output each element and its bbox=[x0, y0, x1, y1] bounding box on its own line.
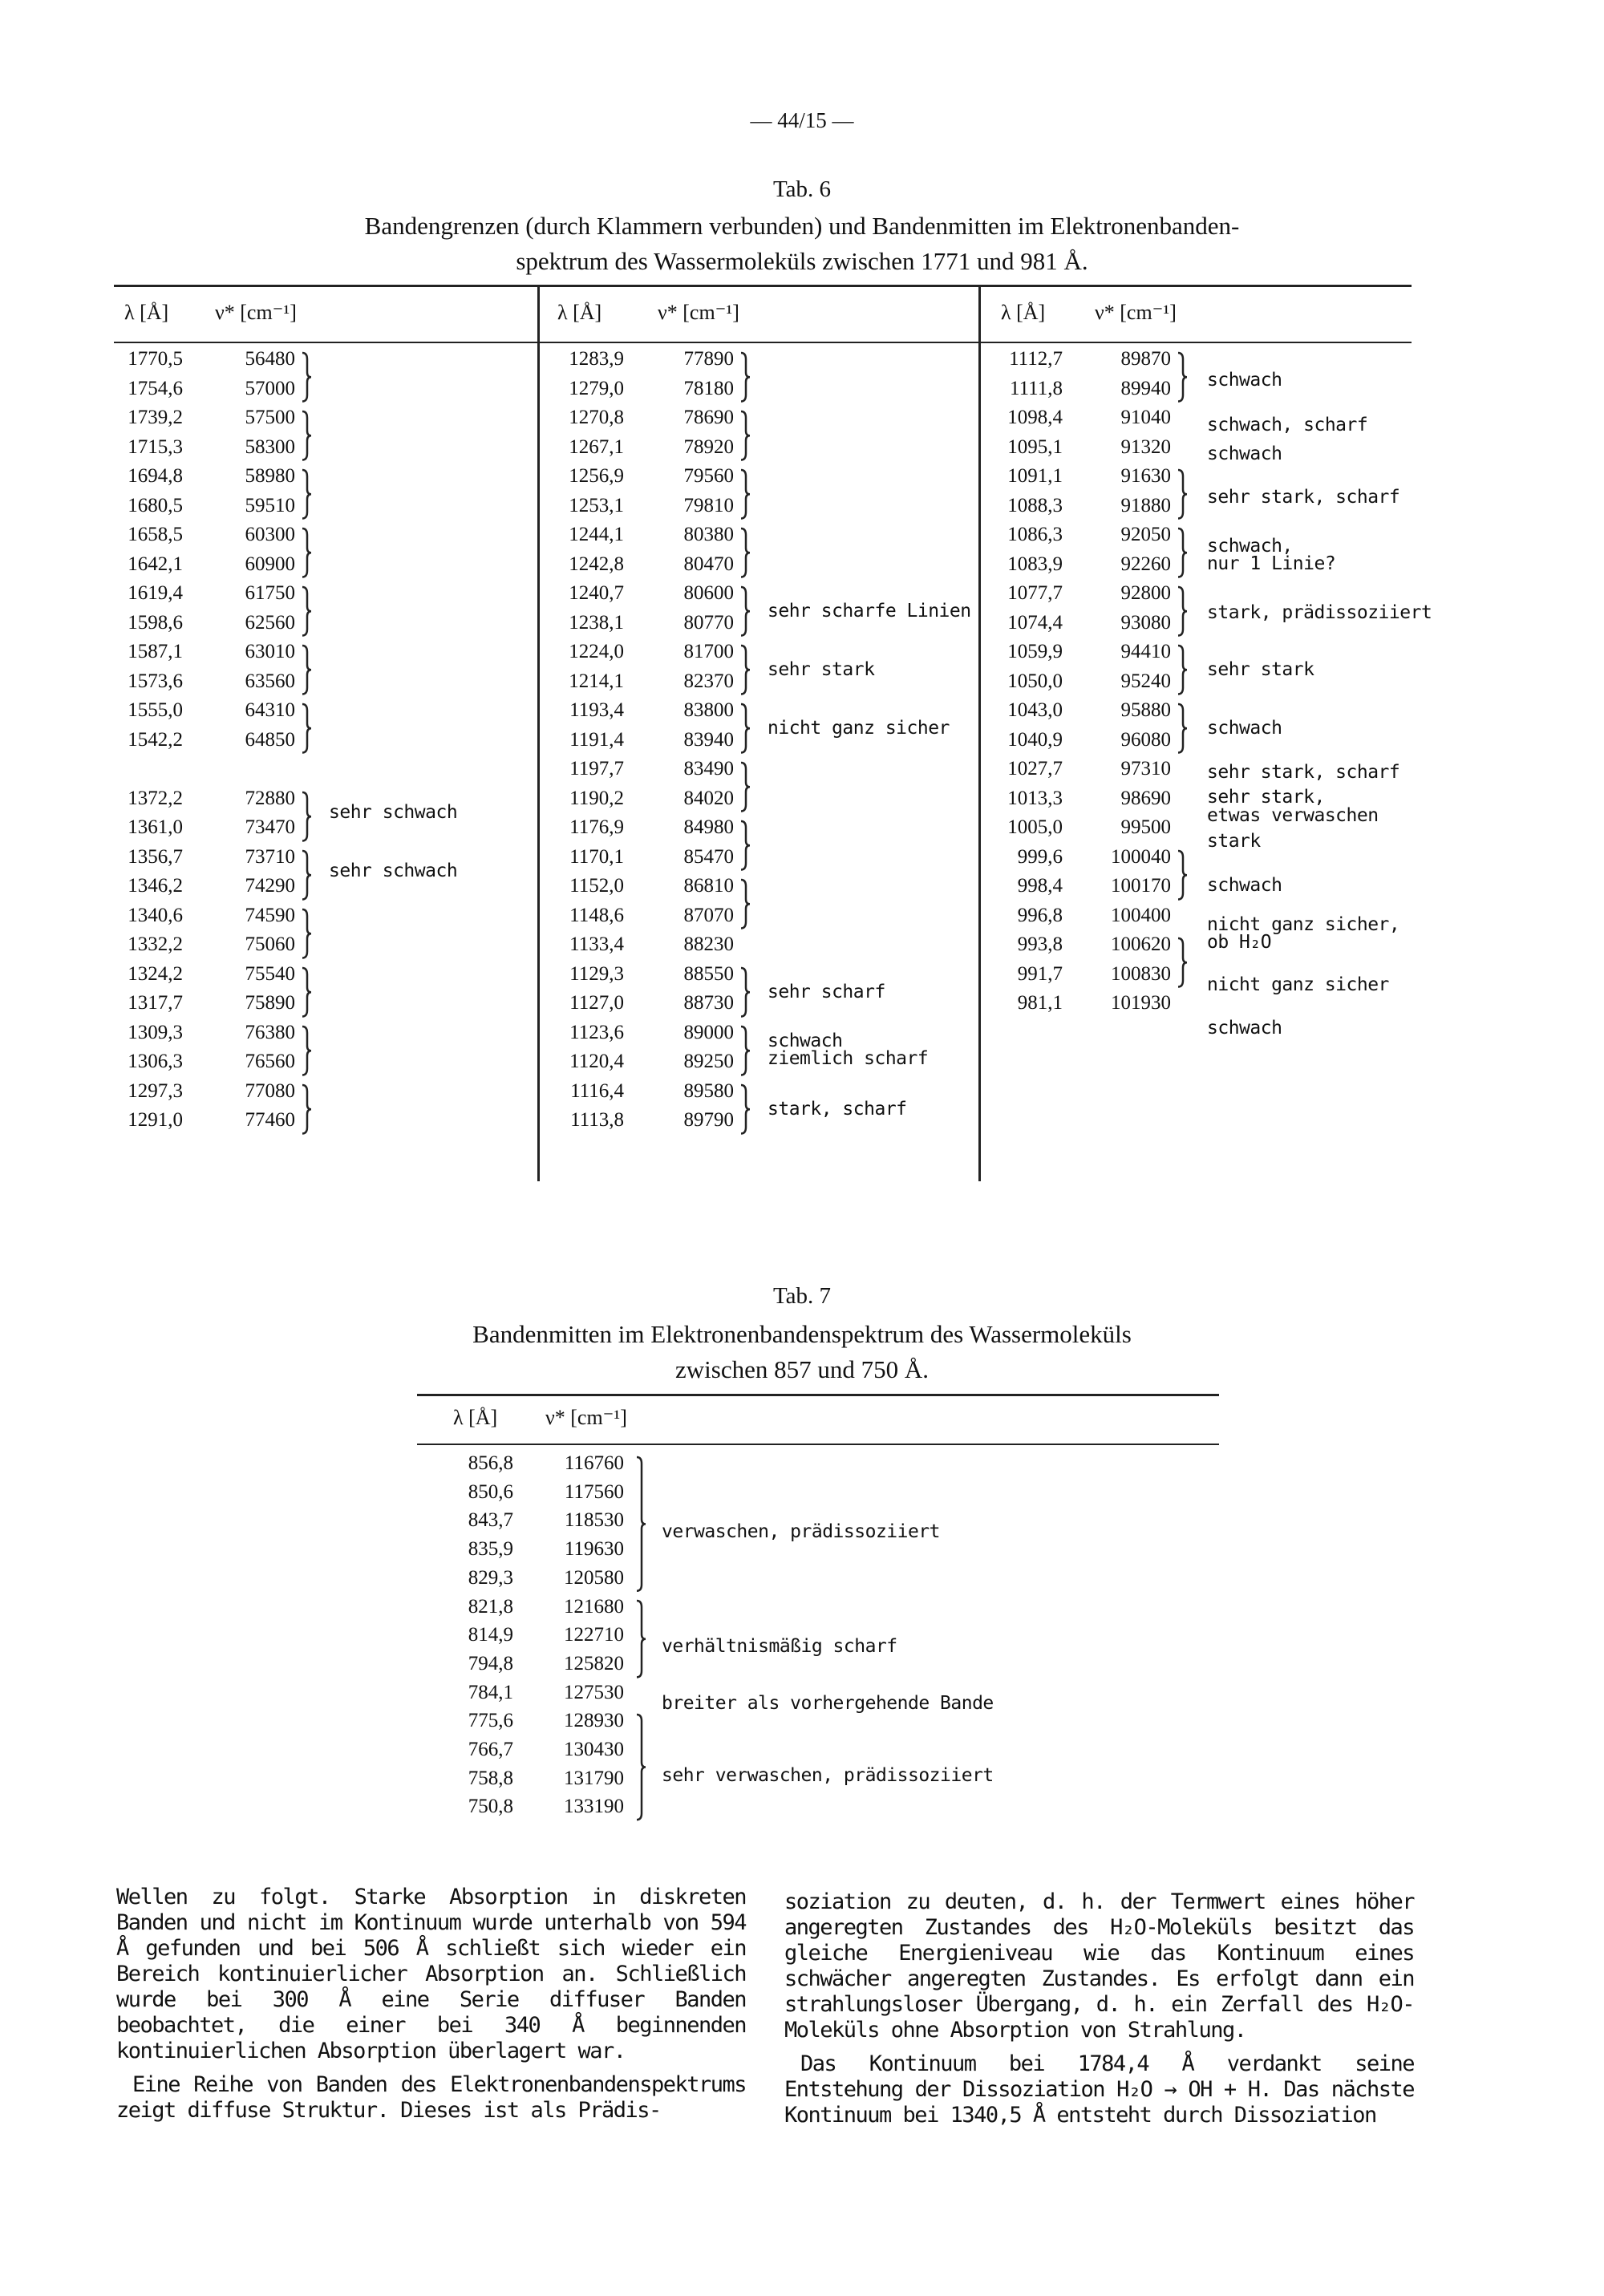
lambda-cell: 1059,9 bbox=[1007, 641, 1063, 662]
wavenumber-cell: 78690 bbox=[683, 407, 734, 428]
lambda-cell: 1050,0 bbox=[1007, 670, 1063, 692]
tab6-col3-lambda-header: λ [Å] bbox=[1001, 301, 1046, 324]
tab7-top-rule bbox=[417, 1394, 1219, 1396]
wavenumber-cell: 58300 bbox=[245, 435, 295, 458]
lambda-cell: 1129,3 bbox=[569, 962, 624, 985]
lambda-cell: 1127,0 bbox=[569, 992, 624, 1014]
bracket-icon bbox=[301, 468, 314, 520]
wavenumber-cell: 91630 bbox=[1120, 465, 1171, 487]
tab6-remark: schwach bbox=[1207, 443, 1282, 464]
lambda-cell: 1739,2 bbox=[128, 407, 183, 428]
lambda-cell: 843,7 bbox=[468, 1509, 513, 1532]
lambda-cell: 1715,3 bbox=[128, 435, 183, 458]
bracket-icon bbox=[1177, 937, 1189, 989]
lambda-cell: 1256,9 bbox=[569, 465, 624, 487]
wavenumber-cell: 89870 bbox=[1120, 348, 1171, 370]
tab6-remark: sehr scharfe Linien bbox=[768, 601, 971, 622]
lambda-cell: 1340,6 bbox=[128, 904, 183, 926]
tab7-header-rule bbox=[417, 1444, 1219, 1445]
wavenumber-cell: 93080 bbox=[1120, 611, 1171, 634]
wavenumber-cell: 76380 bbox=[245, 1021, 295, 1043]
lambda-cell: 1091,1 bbox=[1007, 465, 1063, 487]
wavenumber-cell: 77460 bbox=[245, 1109, 295, 1131]
wavenumber-cell: 64850 bbox=[245, 728, 295, 751]
tab6-remark: schwach bbox=[1207, 1018, 1282, 1039]
wavenumber-cell: 74590 bbox=[245, 904, 295, 926]
bracket-icon bbox=[1177, 527, 1189, 579]
wavenumber-cell: 79810 bbox=[683, 494, 734, 516]
tab6-remark: stark bbox=[1207, 831, 1261, 852]
tab6-remark: schwach, scharf bbox=[1207, 415, 1368, 435]
bracket-icon bbox=[635, 1456, 648, 1593]
wavenumber-cell: 95240 bbox=[1120, 670, 1171, 692]
lambda-cell: 758,8 bbox=[468, 1767, 513, 1789]
bracket-icon bbox=[301, 966, 314, 1018]
wavenumber-cell: 100830 bbox=[1111, 962, 1171, 985]
lambda-cell: 998,4 bbox=[1017, 875, 1063, 897]
lambda-cell: 1148,6 bbox=[569, 904, 624, 926]
wavenumber-cell: 84980 bbox=[683, 816, 734, 838]
wavenumber-cell: 61750 bbox=[245, 582, 295, 604]
wavenumber-cell: 73470 bbox=[245, 816, 295, 838]
bracket-icon bbox=[301, 527, 314, 579]
wavenumber-cell: 56480 bbox=[245, 348, 295, 370]
wavenumber-cell: 80770 bbox=[683, 611, 734, 634]
tab6-remark: nur 1 Linie? bbox=[1207, 553, 1336, 574]
bracket-icon bbox=[739, 1083, 752, 1136]
lambda-cell: 1086,3 bbox=[1007, 524, 1063, 545]
wavenumber-cell: 80600 bbox=[683, 582, 734, 604]
lambda-cell: 750,8 bbox=[468, 1796, 513, 1818]
wavenumber-cell: 77080 bbox=[245, 1079, 295, 1102]
wavenumber-cell: 121680 bbox=[564, 1595, 624, 1618]
wavenumber-cell: 78180 bbox=[683, 377, 734, 399]
wavenumber-cell: 127530 bbox=[564, 1681, 624, 1703]
bracket-icon bbox=[301, 644, 314, 696]
tab6-remark: sehr stark, scharf bbox=[1207, 487, 1400, 508]
bracket-icon bbox=[739, 703, 752, 755]
lambda-cell: 1346,2 bbox=[128, 875, 183, 897]
wavenumber-cell: 88730 bbox=[683, 992, 734, 1014]
wavenumber-cell: 80380 bbox=[683, 524, 734, 545]
lambda-cell: 1642,1 bbox=[128, 553, 183, 575]
lambda-cell: 1027,7 bbox=[1007, 758, 1063, 780]
lambda-cell: 856,8 bbox=[468, 1452, 513, 1474]
lambda-cell: 1098,4 bbox=[1007, 407, 1063, 428]
wavenumber-cell: 75060 bbox=[245, 933, 295, 955]
tab6-remark: ziemlich scharf bbox=[768, 1048, 929, 1069]
wavenumber-cell: 80470 bbox=[683, 553, 734, 575]
bracket-icon bbox=[301, 791, 314, 843]
lambda-cell: 1598,6 bbox=[128, 611, 183, 634]
wavenumber-cell: 85470 bbox=[683, 845, 734, 868]
lambda-cell: 991,7 bbox=[1017, 962, 1063, 985]
tab6-remark: sehr schwach bbox=[329, 860, 458, 881]
wavenumber-cell: 83800 bbox=[683, 699, 734, 721]
bracket-icon bbox=[739, 527, 752, 579]
page-number: — 44/15 — bbox=[750, 108, 854, 132]
lambda-cell: 1116,4 bbox=[570, 1079, 624, 1102]
lambda-cell: 1680,5 bbox=[128, 494, 183, 516]
wavenumber-cell: 92260 bbox=[1120, 553, 1171, 575]
lambda-cell: 1619,4 bbox=[128, 582, 183, 604]
wavenumber-cell: 89000 bbox=[683, 1021, 734, 1043]
wavenumber-cell: 89940 bbox=[1120, 377, 1171, 399]
tab6-remark: nicht ganz sicher bbox=[1207, 974, 1389, 995]
wavenumber-cell: 88230 bbox=[683, 933, 734, 955]
wavenumber-cell: 73710 bbox=[245, 845, 295, 868]
wavenumber-cell: 86810 bbox=[683, 875, 734, 897]
tab6-divider-1 bbox=[537, 285, 540, 1181]
wavenumber-cell: 128930 bbox=[564, 1710, 624, 1732]
tab6-caption-line1: Bandengrenzen (durch Klammern verbunden) und Bandenmitten im Elektronenbanden- bbox=[364, 212, 1240, 240]
wavenumber-cell: 92800 bbox=[1120, 582, 1171, 604]
wavenumber-cell: 76560 bbox=[245, 1051, 295, 1072]
bracket-icon bbox=[301, 849, 314, 901]
wavenumber-cell: 72880 bbox=[245, 787, 295, 809]
wavenumber-cell: 130430 bbox=[564, 1739, 624, 1760]
wavenumber-cell: 74290 bbox=[245, 875, 295, 897]
wavenumber-cell: 77890 bbox=[683, 348, 734, 370]
bracket-icon bbox=[1177, 644, 1189, 696]
wavenumber-cell: 82370 bbox=[683, 670, 734, 692]
bracket-icon bbox=[1177, 849, 1189, 901]
tab6-caption-line2: spektrum des Wassermoleküls zwischen 1771 und 981 Å. bbox=[516, 247, 1088, 275]
lambda-cell: 1112,7 bbox=[1009, 348, 1063, 370]
tab6-remark: sehr stark bbox=[1207, 659, 1314, 680]
wavenumber-cell: 99500 bbox=[1120, 816, 1171, 838]
tab6-remark: schwach, bbox=[1207, 536, 1293, 557]
lambda-cell: 784,1 bbox=[468, 1681, 513, 1703]
tab7-lambda-header: λ [Å] bbox=[453, 1406, 498, 1429]
wavenumber-cell: 100040 bbox=[1111, 845, 1171, 868]
lambda-cell: 829,3 bbox=[468, 1566, 513, 1589]
lambda-cell: 1306,3 bbox=[128, 1051, 183, 1072]
wavenumber-cell: 94410 bbox=[1120, 641, 1171, 662]
bracket-icon bbox=[739, 966, 752, 1018]
lambda-cell: 1555,0 bbox=[128, 699, 183, 721]
lambda-cell: 821,8 bbox=[468, 1595, 513, 1618]
lambda-cell: 1356,7 bbox=[128, 845, 183, 868]
lambda-cell: 835,9 bbox=[468, 1538, 513, 1561]
right-paragraph-2: Das Kontinuum bei 1784,4 Å verdankt seine Entstehung der Dissoziation H₂O → OH + H. Das nächste Kontinuum bei 1340,5 Å entsteht durch Dissoziation bbox=[784, 2051, 1414, 2128]
wavenumber-cell: 59510 bbox=[245, 494, 295, 516]
bracket-icon bbox=[1177, 468, 1189, 520]
wavenumber-cell: 122710 bbox=[564, 1624, 624, 1646]
bracket-icon bbox=[739, 410, 752, 462]
wavenumber-cell: 120580 bbox=[564, 1566, 624, 1589]
bracket-icon bbox=[739, 761, 752, 813]
lambda-cell: 1372,2 bbox=[128, 787, 183, 809]
wavenumber-cell: 89790 bbox=[683, 1109, 734, 1131]
tab7-nu-header: ν* [cm⁻¹] bbox=[545, 1406, 627, 1429]
lambda-cell: 1317,7 bbox=[128, 992, 183, 1014]
bracket-icon bbox=[739, 1025, 752, 1077]
wavenumber-cell: 91880 bbox=[1120, 494, 1171, 516]
lambda-cell: 1361,0 bbox=[128, 816, 183, 838]
lambda-cell: 766,7 bbox=[468, 1739, 513, 1760]
wavenumber-cell: 119630 bbox=[564, 1538, 624, 1561]
tab7-remark: verwaschen, prädissoziiert bbox=[662, 1521, 941, 1542]
tab7-label: Tab. 7 bbox=[772, 1283, 832, 1309]
lambda-cell: 1197,7 bbox=[569, 758, 624, 780]
wavenumber-cell: 91320 bbox=[1120, 435, 1171, 458]
lambda-cell: 850,6 bbox=[468, 1480, 513, 1503]
lambda-cell: 1267,1 bbox=[569, 435, 624, 458]
bracket-icon bbox=[301, 351, 314, 403]
lambda-cell: 1770,5 bbox=[128, 348, 183, 370]
wavenumber-cell: 84020 bbox=[683, 787, 734, 809]
wavenumber-cell: 88550 bbox=[683, 962, 734, 985]
wavenumber-cell: 92050 bbox=[1120, 524, 1171, 545]
lambda-cell: 1238,1 bbox=[569, 611, 624, 634]
bracket-icon bbox=[739, 468, 752, 520]
lambda-cell: 1005,0 bbox=[1007, 816, 1063, 838]
bracket-icon bbox=[301, 1025, 314, 1077]
lambda-cell: 1083,9 bbox=[1007, 553, 1063, 575]
tab7-remark: verhältnismäßig scharf bbox=[662, 1636, 897, 1657]
wavenumber-cell: 98690 bbox=[1120, 787, 1171, 809]
tab7-caption-line2: zwischen 857 und 750 Å. bbox=[675, 1355, 929, 1383]
tab6-remark: sehr schwach bbox=[329, 802, 458, 823]
lambda-cell: 1176,9 bbox=[569, 816, 624, 838]
bracket-icon bbox=[1177, 703, 1189, 755]
lambda-cell: 794,8 bbox=[468, 1652, 513, 1674]
tab6-col2-lambda-header: λ [Å] bbox=[557, 301, 602, 324]
tab6-header-rule bbox=[114, 342, 1412, 343]
tab6-col1-lambda-header: λ [Å] bbox=[124, 301, 169, 324]
lambda-cell: 1043,0 bbox=[1007, 699, 1063, 721]
lambda-cell: 1040,9 bbox=[1007, 728, 1063, 751]
wavenumber-cell: 133190 bbox=[564, 1796, 624, 1818]
lambda-cell: 814,9 bbox=[468, 1624, 513, 1646]
tab6-remark: stark, prädissoziiert bbox=[1207, 602, 1432, 623]
lambda-cell: 1170,1 bbox=[569, 845, 624, 868]
wavenumber-cell: 75540 bbox=[245, 962, 295, 985]
lambda-cell: 1270,8 bbox=[569, 407, 624, 428]
lambda-cell: 1113,8 bbox=[570, 1109, 624, 1131]
tab6-remark: sehr stark bbox=[768, 659, 875, 680]
lambda-cell: 1077,7 bbox=[1007, 582, 1063, 604]
wavenumber-cell: 89250 bbox=[683, 1051, 734, 1072]
lambda-cell: 1587,1 bbox=[128, 641, 183, 662]
wavenumber-cell: 117560 bbox=[564, 1480, 624, 1503]
wavenumber-cell: 60300 bbox=[245, 524, 295, 545]
wavenumber-cell: 75890 bbox=[245, 992, 295, 1014]
wavenumber-cell: 79560 bbox=[683, 465, 734, 487]
wavenumber-cell: 60900 bbox=[245, 553, 295, 575]
wavenumber-cell: 63010 bbox=[245, 641, 295, 662]
tab6-remark: nicht ganz sicher bbox=[768, 718, 950, 739]
lambda-cell: 1214,1 bbox=[569, 670, 624, 692]
wavenumber-cell: 125820 bbox=[564, 1652, 624, 1674]
lambda-cell: 993,8 bbox=[1017, 933, 1063, 955]
bracket-icon bbox=[301, 1083, 314, 1136]
bracket-icon bbox=[739, 820, 752, 872]
wavenumber-cell: 96080 bbox=[1120, 728, 1171, 751]
lambda-cell: 1291,0 bbox=[128, 1109, 183, 1131]
left-text-column bbox=[116, 1885, 746, 2132]
wavenumber-cell: 100620 bbox=[1111, 933, 1171, 955]
lambda-cell: 1244,1 bbox=[569, 524, 624, 545]
wavenumber-cell: 91040 bbox=[1120, 407, 1171, 428]
tab6-remark: schwach bbox=[1207, 370, 1282, 391]
wavenumber-cell: 89580 bbox=[683, 1079, 734, 1102]
bracket-icon bbox=[301, 908, 314, 960]
tab6-remark: schwach bbox=[1207, 875, 1282, 896]
wavenumber-cell: 100170 bbox=[1111, 875, 1171, 897]
tab6-divider-2 bbox=[978, 285, 981, 1181]
wavenumber-cell: 57000 bbox=[245, 377, 295, 399]
tab6-remark: schwach bbox=[1207, 718, 1282, 739]
lambda-cell: 1120,4 bbox=[569, 1051, 624, 1072]
lambda-cell: 1095,1 bbox=[1007, 435, 1063, 458]
lambda-cell: 1694,8 bbox=[128, 465, 183, 487]
wavenumber-cell: 87070 bbox=[683, 904, 734, 926]
wavenumber-cell: 62560 bbox=[245, 611, 295, 634]
lambda-cell: 1088,3 bbox=[1007, 494, 1063, 516]
wavenumber-cell: 64310 bbox=[245, 699, 295, 721]
lambda-cell: 996,8 bbox=[1017, 904, 1063, 926]
wavenumber-cell: 58980 bbox=[245, 465, 295, 487]
tab6-col3-nu-header: ν* [cm⁻¹] bbox=[1095, 301, 1177, 324]
lambda-cell: 1191,4 bbox=[569, 728, 624, 751]
tab6-col2-nu-header: ν* [cm⁻¹] bbox=[658, 301, 739, 324]
bracket-icon bbox=[301, 585, 314, 638]
lambda-cell: 1324,2 bbox=[128, 962, 183, 985]
wavenumber-cell: 83940 bbox=[683, 728, 734, 751]
left-paragraph-2: Eine Reihe von Banden des Elektronenbandenspektrums zeigt diffuse Struktur. Dieses ist als Prädis- bbox=[116, 2072, 746, 2123]
lambda-cell: 1658,5 bbox=[128, 524, 183, 545]
lambda-cell: 775,6 bbox=[468, 1710, 513, 1732]
tab7-remark: breiter als vorhergehende Bande bbox=[662, 1693, 994, 1714]
bracket-icon bbox=[301, 703, 314, 755]
wavenumber-cell: 95880 bbox=[1120, 699, 1171, 721]
bracket-icon bbox=[739, 351, 752, 403]
lambda-cell: 1283,9 bbox=[569, 348, 624, 370]
wavenumber-cell: 118530 bbox=[564, 1509, 624, 1532]
wavenumber-cell: 81700 bbox=[683, 641, 734, 662]
lambda-cell: 1309,3 bbox=[128, 1021, 183, 1043]
bracket-icon bbox=[635, 1713, 648, 1821]
bracket-icon bbox=[739, 644, 752, 696]
tab6-remark: ob H₂O bbox=[1207, 932, 1272, 953]
left-paragraph-1: Wellen zu folgt. Starke Absorption in diskreten Banden und nicht im Kontinuum wurde unterhalb von 594 Å gefunden und bei 506 Å schließt sich wieder ein Bereich kontinuierlicher Absorption an. Schließlich wurde bei 300 Å eine Serie diffuser Banden beobachtet, die einer bei 340 Å beginnenden kontinuierlichen Absorption überlagert war. bbox=[116, 1885, 746, 2063]
lambda-cell: 1253,1 bbox=[569, 494, 624, 516]
wavenumber-cell: 78920 bbox=[683, 435, 734, 458]
bracket-icon bbox=[739, 585, 752, 638]
lambda-cell: 1013,3 bbox=[1007, 787, 1063, 809]
lambda-cell: 1573,6 bbox=[128, 670, 183, 692]
wavenumber-cell: 101930 bbox=[1111, 992, 1171, 1014]
lambda-cell: 981,1 bbox=[1017, 992, 1063, 1014]
lambda-cell: 1332,2 bbox=[128, 933, 183, 955]
tab6-remark: sehr scharf bbox=[768, 982, 885, 1002]
right-paragraph-1: soziation zu deuten, d. h. der Termwert eines höher angeregten Zustandes des H₂O-Moleküls besitzt das gleiche Energieniveau wie das Kontinuum eines schwächer angeregten Zustandes. Es erfolgt dann ein strahlungsloser Übergang, d. h. ein Zerfall des H₂O-Moleküls ohne Absorption von Strahlung. bbox=[784, 1889, 1414, 2043]
tab7-remark: sehr verwaschen, prädissoziiert bbox=[662, 1765, 994, 1786]
tab6-remark: stark, scharf bbox=[768, 1099, 907, 1120]
wavenumber-cell: 131790 bbox=[564, 1767, 624, 1789]
bracket-icon bbox=[739, 878, 752, 930]
lambda-cell: 1074,4 bbox=[1007, 611, 1063, 634]
right-text-column bbox=[784, 1889, 1414, 2136]
wavenumber-cell: 83490 bbox=[683, 758, 734, 780]
lambda-cell: 1542,2 bbox=[128, 728, 183, 751]
bracket-icon bbox=[635, 1599, 648, 1678]
bracket-icon bbox=[1177, 585, 1189, 638]
lambda-cell: 1190,2 bbox=[569, 787, 624, 809]
tab7-caption-line1: Bandenmitten im Elektronenbandenspektrum des Wassermoleküls bbox=[472, 1320, 1132, 1348]
wavenumber-cell: 116760 bbox=[564, 1452, 624, 1474]
tab6-remark: schwach bbox=[768, 1031, 843, 1051]
lambda-cell: 1297,3 bbox=[128, 1079, 183, 1102]
lambda-cell: 999,6 bbox=[1017, 845, 1063, 868]
tab6-remark: sehr stark, scharf bbox=[1207, 762, 1400, 783]
wavenumber-cell: 97310 bbox=[1120, 758, 1171, 780]
lambda-cell: 1123,6 bbox=[569, 1021, 624, 1043]
bracket-icon bbox=[1177, 351, 1189, 403]
lambda-cell: 1242,8 bbox=[569, 553, 624, 575]
lambda-cell: 1152,0 bbox=[569, 875, 624, 897]
tab6-remark: sehr stark, bbox=[1207, 787, 1325, 808]
tab6-remark: etwas verwaschen bbox=[1207, 805, 1379, 826]
wavenumber-cell: 63560 bbox=[245, 670, 295, 692]
wavenumber-cell: 57500 bbox=[245, 407, 295, 428]
tab6-remark: nicht ganz sicher, bbox=[1207, 914, 1400, 935]
bracket-icon bbox=[301, 410, 314, 462]
lambda-cell: 1193,4 bbox=[569, 699, 624, 721]
tab6-col1-nu-header: ν* [cm⁻¹] bbox=[215, 301, 297, 324]
lambda-cell: 1224,0 bbox=[569, 641, 624, 662]
lambda-cell: 1754,6 bbox=[128, 377, 183, 399]
lambda-cell: 1240,7 bbox=[569, 582, 624, 604]
lambda-cell: 1133,4 bbox=[569, 933, 624, 955]
wavenumber-cell: 100400 bbox=[1111, 904, 1171, 926]
lambda-cell: 1111,8 bbox=[1010, 377, 1063, 399]
tab6-top-rule bbox=[114, 285, 1412, 287]
lambda-cell: 1279,0 bbox=[569, 377, 624, 399]
tab6-label: Tab. 6 bbox=[772, 176, 832, 202]
